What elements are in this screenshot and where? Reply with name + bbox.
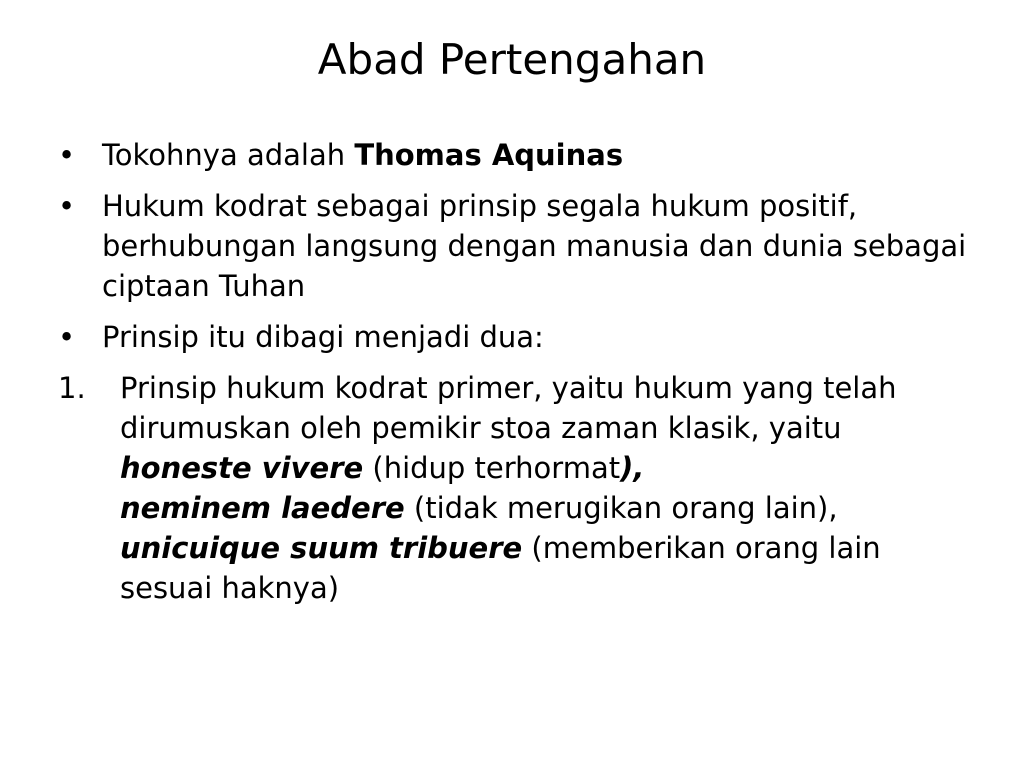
numbered-text-part: (hidup terhormat [363, 451, 621, 485]
numbered-text-part: (memberikan orang lain sesuai haknya) [120, 531, 881, 605]
bullet-item-hukum-kodrat [58, 186, 978, 306]
bold-separator: ), [620, 451, 645, 485]
bullet-text: Tokohnya adalah [102, 138, 355, 172]
numbered-list [58, 368, 978, 608]
latin-term-honeste-vivere: honeste vivere [120, 451, 364, 485]
bullet-icon: • [58, 138, 76, 172]
bullet-icon: • [58, 189, 76, 223]
bullet-text: Prinsip itu dibagi menjadi dua: [102, 320, 544, 354]
item-number: 1. [58, 371, 86, 405]
numbered-item-1 [58, 368, 978, 608]
bullet-text: Hukum kodrat sebagai prinsip segala hukum positif, berhubungan langsung dengan manusia dan dunia sebagai ciptaan Tuhan [102, 189, 967, 303]
slide-body [58, 135, 978, 618]
latin-term-unicuique: unicuique suum tribuere [120, 531, 523, 565]
numbered-text-part: Prinsip hukum kodrat primer, yaitu hukum yang telah dirumuskan oleh pemikir stoa zaman klasik, yaitu [120, 371, 897, 445]
bullet-icon: • [58, 320, 76, 354]
bold-name: Thomas Aquinas [354, 138, 624, 172]
slide-title: Abad Pertengahan [317, 35, 707, 84]
bullet-item-tokoh [58, 135, 978, 175]
numbered-text-part: (tidak merugikan orang lain), [404, 491, 838, 525]
bullet-item-prinsip [58, 317, 978, 357]
latin-term-neminem-laedere: neminem laedere [120, 491, 405, 525]
bullet-list [58, 135, 978, 357]
